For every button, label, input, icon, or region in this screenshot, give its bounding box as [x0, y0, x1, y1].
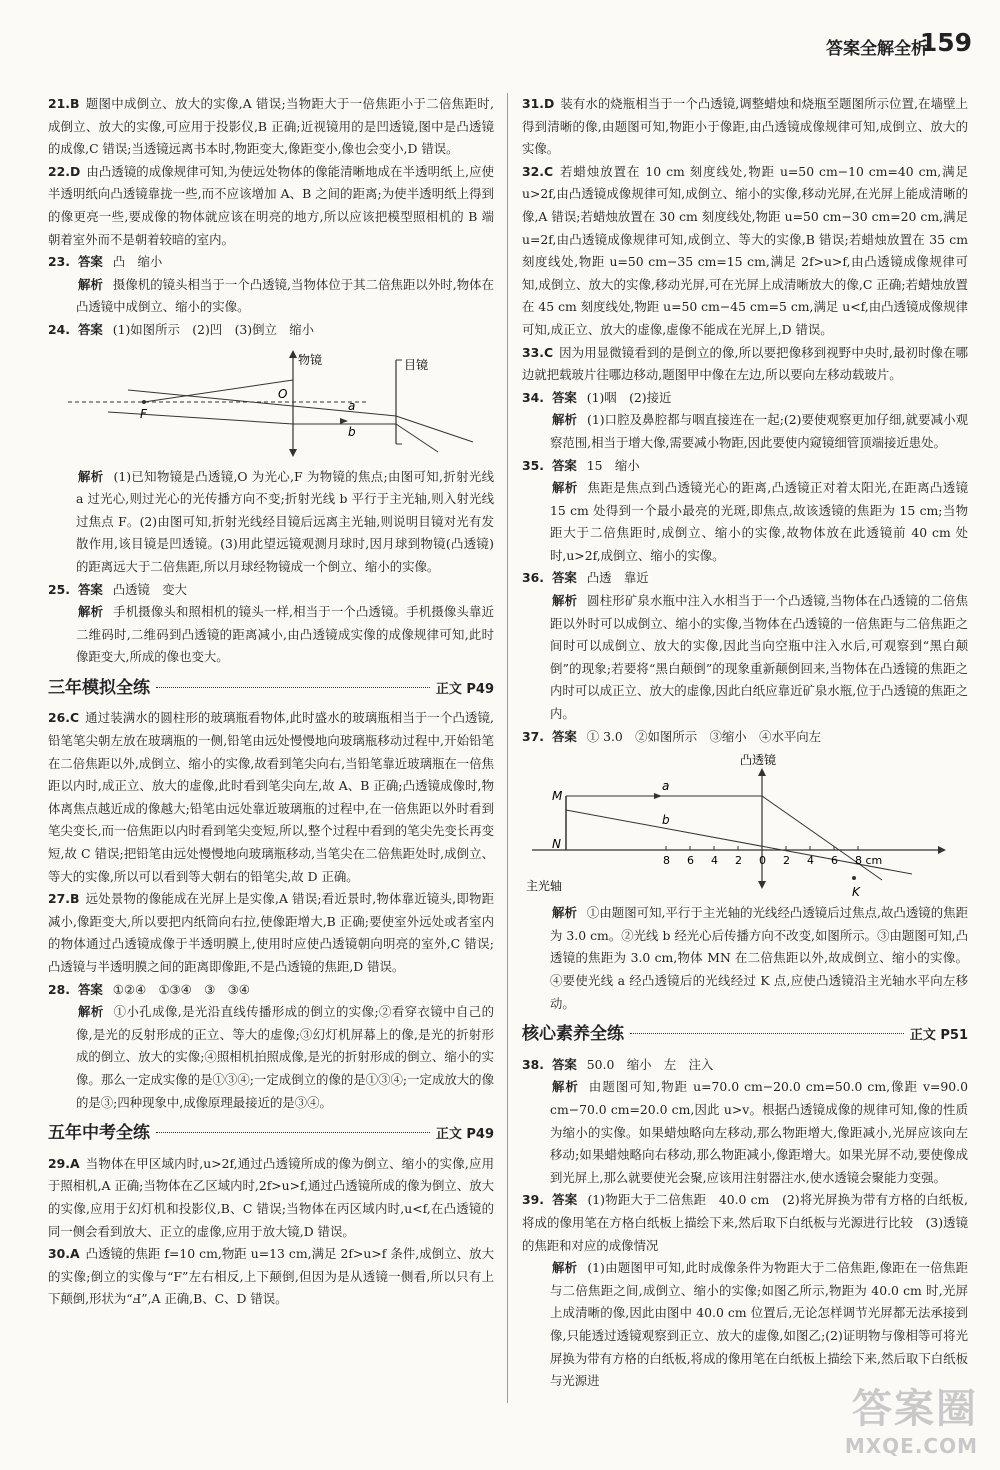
- answer-tag: 答案: [551, 570, 577, 586]
- explanation-text: (1)由题图甲可知,此时成像条件为物距大于二倍焦距,像距在一倍焦距与二倍焦距之间,成倒立、缩小的实像;如图乙所示,物距为 40.0 cm 时,光屏上成清晰的像,因此由图中 40.0 cm 位置后,无论怎样调节光屏都无法承接到像,只能透过透镜观察到正立、放大的虚像,如图乙;(2)证明物与像相等可将光屏换为带有方格的白纸板,将成的像用笔在白纸板上描绘下来,然后取下白纸板与光源进: [550, 1260, 969, 1389]
- explanation-text: (1)口腔及鼻腔都与咽直接连在一起;(2)要使观察更加仔细,就要减小观察范围,相当于增大像,需要减小物距,因此要使内窥镜细管顶端接近患处。: [550, 412, 969, 450]
- section-page-ref: 正文 P49: [435, 681, 494, 697]
- question-number: 38.: [522, 1056, 544, 1072]
- axis-label: 主光轴: [526, 879, 563, 894]
- answer-tag: 答案: [551, 1192, 578, 1208]
- section-title: 三年模拟全练: [48, 677, 150, 698]
- column-divider: [507, 93, 508, 1403]
- explanation: [76, 1001, 494, 1114]
- answer-text: 凸透镜的焦距 f=10 cm,物距 u=13 cm,满足 2f>u>f 条件,成倒立、放大的实像;倒立的实像与“F”左右相反,上下颠倒,但因为是从透镜一侧看,所以只有上下颠倒,形状为“Ⅎ”,A 正确,B、C、D 错误。: [48, 1246, 494, 1307]
- explanation: [76, 601, 494, 669]
- question-number: 35.: [522, 457, 544, 473]
- question-number: 36.: [522, 570, 544, 586]
- explanation-text: (1)已知物镜是凸透镜,O 为光心,F 为物镜的焦点;由图可知,折射光线 a 过光心,则过光心的光传播方向不变;折射光线 b 平行于主光轴,则入射光线过焦点 F。(2)由图可知,折射光线经目镜后远离主光轴,则说明目镜对光有发散作用,该目镜是凹透镜。(3)用此望远镜观测月球时,因月球到物镜(凸透镜)的距离远大于二倍焦距,所以月球经物镜成一个倒立、缩小的实像。: [76, 468, 494, 574]
- question-number: 22.D: [48, 163, 81, 179]
- answer-text: 若蜡烛放置在 10 cm 刻度线处,物距 u=50 cm−10 cm=40 cm,满足 u>2f,由凸透镜成像规律可知,成倒立、缩小的实像,移动光屏,在光屏上能成清晰的像,A 错误;若蜡烛放置在 30 cm 刻度线处,物距 u=50 cm−30 cm=20 cm,满足 u=2f,由凸透镜成像规律可知,成倒立、等大的实像,B 错误;若蜡烛放置在 35 cm 刻度线处,物距 u=50 cm−35 cm=15 cm,满足 2f>u>f,由凸透镜成像规律可知,成倒立、放大的实像,移动光屏,可在光屏上成清晰放大的像,C 正确;若蜡烛放置在 45 cm 刻度线处,物距 u=50 cm−45 cm=5 cm,满足 u<f,由凸透镜成像规律可知,成正立、放大的虚像,虚像不能成在光屏上,D 错误。: [522, 163, 968, 337]
- left-column: [48, 93, 494, 1311]
- answer-text: 由凸透镜的成像规律可知,为使远处物体的像能清晰地成在半透明纸上,应使半透明纸向凸透镜靠拢一些,而不应该增加 A、B 之间的距离;为使半透明纸上得到的像更亮一些,要成像的物体就应该在明亮的地方,所以应该把模型照相机的 B 端朝着室外而不是朝着较暗的室内。: [48, 163, 494, 247]
- watermark-logo: 答案圈: [852, 1386, 978, 1432]
- answer-tag: 答案: [77, 581, 103, 597]
- choice-answer: [48, 707, 494, 888]
- explanation-text: ①由题图可知,平行于主光轴的光线经凸透镜后过焦点,故凸透镜的焦距为 3.0 cm。②光线 b 经光心后传播方向不改变,如图所示。③由题图可知,凸透镜的焦距为 3.0 cm,物体 MN 在二倍焦距以外,故成倒立、缩小的实像。④要使光线 a 经凸透镜后的光线经过 K 点,应使凸透镜沿主光轴水平向左移动。: [550, 905, 968, 1011]
- axis-tick-label: 6: [687, 854, 694, 868]
- explanation: [550, 409, 968, 454]
- question-number: 26.C: [48, 710, 80, 726]
- answer-item: [48, 319, 494, 342]
- answer-text: 凸透 靠近: [586, 570, 649, 586]
- answer-tag: 答案: [77, 254, 103, 270]
- section-title: 五年中考全练: [48, 1123, 150, 1144]
- choice-answer: [48, 1243, 494, 1311]
- answer-tag: 答案: [551, 728, 577, 744]
- right-column: [522, 93, 968, 1393]
- answer-item: [522, 455, 968, 478]
- answer-text: 当物体在甲区域内时,u>2f,通过凸透镜所成的像为倒立、缩小的实像,应用于照相机,A 正确;当物体在乙区域内时,2f>u>f,通过凸透镜所成的像为倒立、放大的实像,应用于幻灯机和投影仪,B、C 错误;当物体在丙区域内时,u<f,在凸透镜的同一侧会看到放大、正立的虚像,应用于放大镜,D 错误。: [48, 1155, 494, 1239]
- answer-item: [48, 251, 494, 274]
- ray-a-label: a: [348, 398, 356, 413]
- explanation-tag: 解析: [78, 1004, 104, 1020]
- header-title: 答案全解全析: [826, 39, 928, 59]
- question-number: 27.B: [48, 891, 80, 907]
- explanation: [550, 1257, 968, 1393]
- answer-item: [522, 387, 968, 410]
- explanation-tag: 解析: [552, 905, 577, 921]
- axis-tick-label: 2: [735, 854, 742, 868]
- section-leader: [156, 1132, 430, 1133]
- answer-text: ① 3.0 ②如图所示 ③缩小 ④水平向左: [586, 728, 822, 744]
- explanation: [550, 902, 968, 1015]
- page-header: [0, 0, 1000, 90]
- answer-tag: 答案: [551, 389, 577, 405]
- explanation-text: 摄像机的镜头相当于一个凸透镜,当物体位于其二倍焦距以外时,物体在凸透镜中成倒立、缩小的实像。: [76, 276, 494, 315]
- question-number: 32.C: [522, 163, 554, 179]
- answer-text: (1)如图所示 (2)凹 (3)倒立 缩小: [112, 321, 315, 337]
- answer-item: [522, 726, 968, 749]
- axis-tick-label: 8: [663, 854, 670, 868]
- optical-center-label: O: [278, 386, 288, 401]
- answer-item: [522, 1189, 968, 1257]
- question-number: 28.: [48, 981, 70, 997]
- object-top-label: M: [552, 789, 563, 804]
- explanation: [550, 477, 968, 567]
- explanation: [76, 274, 494, 319]
- question-number: 23.: [48, 254, 70, 270]
- question-number: 25.: [48, 581, 70, 597]
- answer-text: 凸 缩小: [112, 254, 163, 270]
- object-bottom-label: N: [552, 837, 561, 852]
- explanation-text: 手机摄像头和照相机的镜头一样,相当于一个凸透镜。手机摄像头靠近二维码时,二维码到凸透镜的距离减小,由凸透镜成实像的成像规律可知,此时像距变大,所成的像也变大。: [76, 604, 494, 665]
- lens-ray-diagram: [522, 750, 962, 900]
- axis-tick-label: 4: [807, 854, 814, 868]
- answer-tag: 答案: [77, 321, 103, 337]
- eyepiece-label: 目镜: [404, 357, 429, 372]
- answer-item: [522, 567, 968, 590]
- question-number: 37.: [522, 728, 544, 744]
- question-number: 34.: [522, 389, 544, 405]
- ray-b-label: b: [348, 424, 356, 439]
- question-number: 31.D: [522, 96, 555, 111]
- choice-answer: [48, 888, 494, 978]
- section-header: [48, 1122, 494, 1147]
- watermark-url: MXQE.COM: [844, 1434, 978, 1458]
- choice-answer: [48, 161, 494, 251]
- ray-a-label: a: [662, 779, 670, 794]
- explanation-tag: 解析: [552, 593, 578, 609]
- focus-label: F: [140, 406, 147, 421]
- answer-text: 远处景物的像能成在光屏上是实像,A 错误;看近景时,物体靠近镜头,即物距减小,像距变大,所以要把内纸筒向右拉,使像距增大,B 正确;要使室外远处或者室内的物体通过凸透镜成像于半透明膜上,使用时应使凸透镜朝向明亮的室外,C 错误;凸透镜与半透明膜之间的距离即像距,不是凸透镜的焦距,D 错误。: [48, 891, 494, 974]
- answer-item: [48, 579, 494, 602]
- explanation-text: 焦距是焦点到凸透镜光心的距离,凸透镜正对着太阳光,在距离凸透镜 15 cm 处得到一个最小最亮的光斑,即焦点,故该透镜的焦距为 15 cm;当物距大于二倍焦距时,成倒立、缩小的实像,故物体放在此透镜前 40 cm 处时,u>2f,成倒立、缩小的实像。: [550, 480, 968, 563]
- explanation: [76, 466, 494, 579]
- explanation-tag: 解析: [78, 468, 104, 484]
- answer-text: 因为用显微镜看到的是倒立的像,所以要把像移到视野中央时,最初时像在哪边就把载玻片往哪边移动,题图甲中像在左边,所以要向左移动载玻片。: [522, 344, 968, 383]
- watermark: [845, 1377, 978, 1458]
- answer-text: 50.0 缩小 左 注入: [586, 1056, 714, 1072]
- objective-label: 物镜: [298, 352, 323, 367]
- page-number: 159: [919, 28, 972, 57]
- question-number: 30.A: [48, 1246, 80, 1262]
- question-number: 29.A: [48, 1155, 80, 1171]
- explanation-text: 由题图可知,物距 u=70.0 cm−20.0 cm=50.0 cm,像距 v=90.0 cm−70.0 cm=20.0 cm,因此 u>v。根据凸透镜成像的规律可知,像的性质为缩小的实像。如果蜡烛略向左移动,那么物距增大,像距减小,光屏应该向左移动;如果蜡烛略向右移动,那么物距减小,像距增大。如果光屏不动,要使像成到光屏上,那么就要使光会聚,应该用注射器注水,使水透镜会聚能力变强。: [550, 1079, 969, 1185]
- explanation: [550, 590, 968, 726]
- answer-text: 15 缩小: [586, 457, 640, 473]
- choice-answer: [48, 1153, 494, 1243]
- question-number: 33.C: [522, 344, 554, 360]
- explanation-text: 圆柱形矿泉水瓶中注入水相当于一个凸透镜,当物体在凸透镜的二倍焦距以外时可以成倒立、缩小的实像,当物体在凸透镜的一倍焦距与二倍焦距之间时可以成倒立、放大的实像,因此当向空瓶中注入水后,可观察到“黑白颠倒”的现象;若要将“黑白颠倒”的现象重新颠倒回来,当物体在凸透镜的焦距之内时可以成正立、放大的虚像,因此白纸应靠近矿泉水瓶,位于凸透镜的焦距之内。: [550, 593, 968, 722]
- answer-text: (1)物距大于二倍焦距 40.0 cm (2)将光屏换为带有方格的白纸板,将成的像用笔在方格白纸板上描绘下来,然后取下白纸板与光源进行比较 (3)透镜的焦距和对应的成像情况: [522, 1192, 968, 1253]
- section-page-ref: 正文 P49: [435, 1127, 494, 1143]
- axis-tick-label: 8 cm: [855, 854, 883, 868]
- explanation: [550, 1076, 968, 1189]
- answer-text: 凸透镜 变大: [112, 581, 188, 597]
- choice-answer: [522, 93, 968, 161]
- section-leader: [630, 1033, 904, 1034]
- explanation-tag: 解析: [552, 412, 578, 428]
- axis-tick-label: 4: [711, 854, 718, 868]
- answer-tag: 答案: [77, 981, 103, 997]
- section-header: [522, 1023, 968, 1048]
- section-leader: [156, 687, 430, 688]
- axis-tick-label: 6: [831, 854, 838, 868]
- section-header: [48, 677, 494, 702]
- choice-answer: [48, 93, 494, 161]
- answer-text: 通过装满水的圆柱形的玻璃瓶看物体,此时盛水的玻璃瓶相当于一个凸透镜,铅笔笔尖朝左放在玻璃瓶的一侧,铅笔由远处慢慢地向玻璃瓶移动过程中,开始铅笔在二倍焦距以外,成倒立、缩小的实像,故看到笔尖向右,当铅笔靠近玻璃瓶在一倍焦距以内时,成正立、放大的虚像,此时看到笔尖向左,故 A、B 正确;凸透镜成像时,物体离焦点越近成的像越大;铅笔由远处靠近玻璃瓶的过程中,在一倍焦距以外时看到笔尖变长,而一倍焦距以内时看到笔尖变短,所以,整个过程中看到的笔尖先变长再变短,故 C 错误;把铅笔由远处慢慢地向玻璃瓶移动,当笔尖在二倍焦距处时,成倒立、等大的实像,所以可以看到等大朝右的铅笔尖,故 D 正确。: [48, 710, 494, 884]
- ray-b-label: b: [662, 813, 670, 828]
- answer-text: ①②④ ①③④ ③ ③④: [112, 981, 250, 997]
- explanation-tag: 解析: [78, 276, 103, 292]
- answer-item: [48, 979, 494, 1002]
- question-number: 21.B: [48, 96, 80, 111]
- answer-text: 装有水的烧瓶相当于一个凸透镜,调整蜡烛和烧瓶至题图所示位置,在墙壁上得到清晰的像,由题图可知,物距小于像距,由凸透镜成像规律可知,成倒立、放大的实像。: [522, 96, 968, 157]
- axis-tick-label: 0: [759, 854, 766, 868]
- answer-text: (1)咽 (2)接近: [586, 389, 672, 405]
- explanation-tag: 解析: [552, 1260, 578, 1276]
- explanation-tag: 解析: [552, 480, 578, 496]
- section-page-ref: 正文 P51: [909, 1028, 968, 1044]
- axis-tick-label: 2: [783, 854, 790, 868]
- choice-answer: [522, 161, 968, 342]
- question-number: 24.: [48, 321, 70, 337]
- section-title: 核心素养全练: [522, 1024, 624, 1045]
- explanation-text: ①小孔成像,是光沿直线传播形成的倒立的实像;②看穿衣镜中自己的像,是光的反射形成的正立、等大的虚像;③幻灯机屏幕上的像,是光的折射形成的倒立、放大的实像;④照相机拍照成像,是光的折射形成的倒立、缩小的实像。那么一定成实像的是①③④;一定成倒立的像的是①③④;一定成放大的像的是③;四种现象中,成像原理最接近的是③④。: [76, 1004, 495, 1110]
- explanation-tag: 解析: [552, 1079, 579, 1095]
- choice-answer: [522, 342, 968, 387]
- lens-label: 凸透镜: [740, 753, 777, 768]
- answer-text: 题图中成倒立、放大的实像,A 错误;当物距大于一倍焦距小于二倍焦距时,成倒立、放大的实像,可应用于投影仪,B 正确;近视镜用的是凹透镜,图中是凸透镜的成像,C 错误;当透镜远离书本时,物距变大,像距变小,像也会变小,D 错误。: [48, 96, 494, 157]
- point-k-label: K: [852, 885, 860, 900]
- answer-item: [522, 1054, 968, 1077]
- answer-tag: 答案: [551, 457, 577, 473]
- answer-tag: 答案: [551, 1056, 577, 1072]
- telescope-ray-diagram: [48, 344, 488, 464]
- question-number: 39.: [522, 1192, 544, 1208]
- explanation-tag: 解析: [78, 604, 104, 620]
